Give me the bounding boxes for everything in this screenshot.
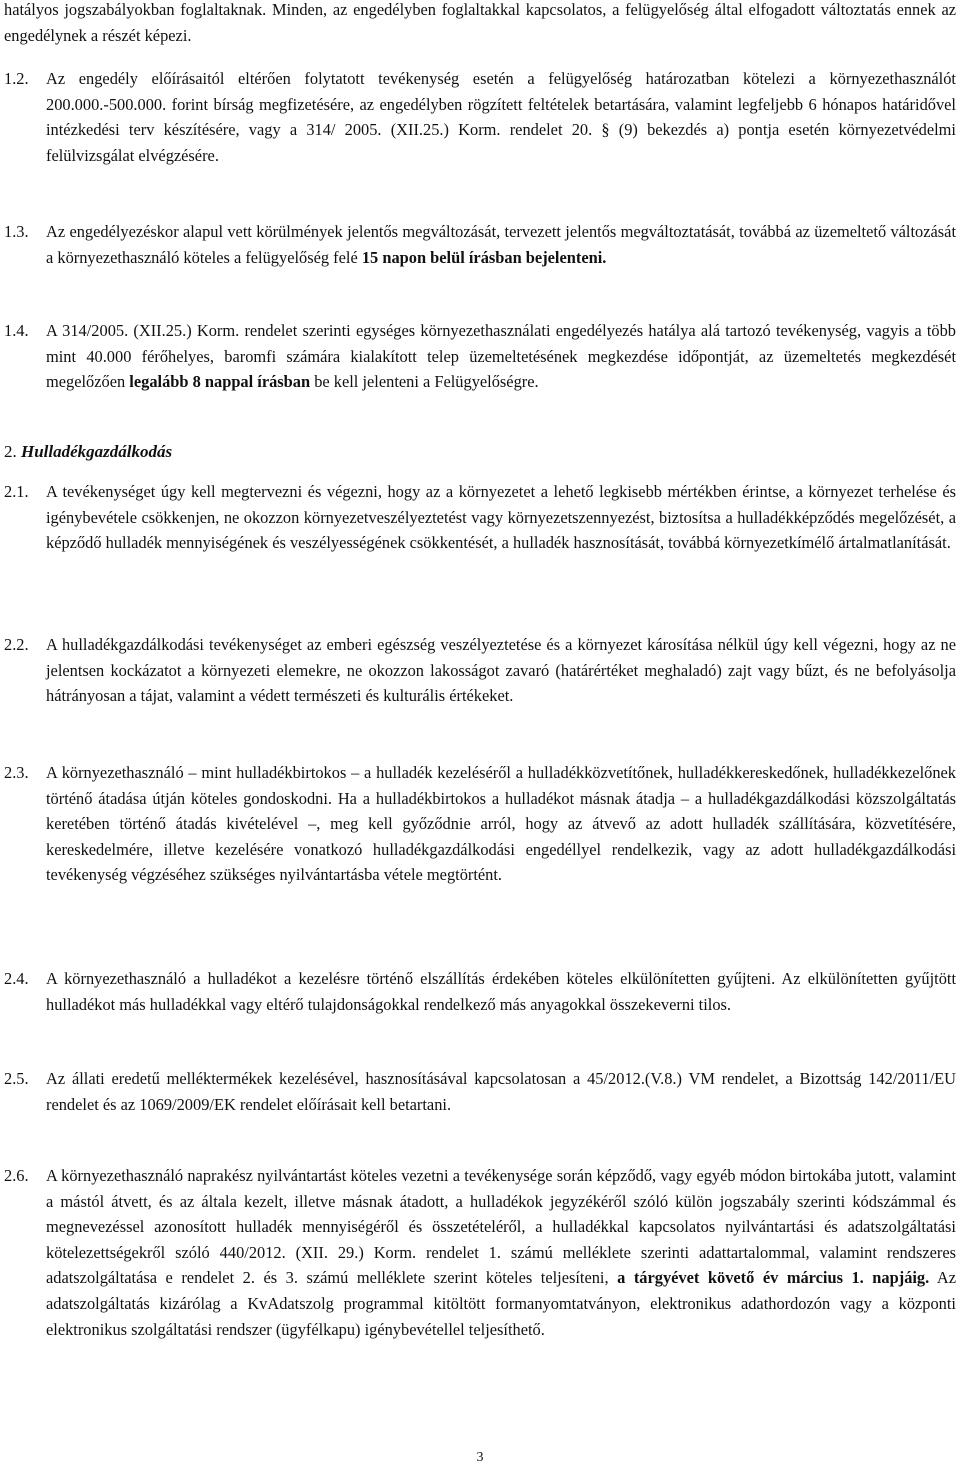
section-number: 2.2. <box>4 635 29 654</box>
section-text: A környezethasználó naprakész nyilvántartást köteles vezetni a tevékenysége során képződő, vagy egyéb módon birtokába jutott, valamint a mástól átvett, és az általa kezelt, illetve másnak átadott, a hulladékok jegyzékéről szóló külön jogszabály szerinti kódszámmal és megnevezéssel azonosított hulladék mennyiségéről és összetételéről, a hulladékkal kapcsolatos nyilvántartási és adatszolgáltatási kötelezettségekről szóló 440/2012. (XII. 29.) Korm. rendelet 1. számú melléklete szerinti adattartalommal, valamint rendszeres adatszolgáltatása e rendelet 2. és 3. számú melléklete szerint köteles teljesíteni, <box>46 1166 956 1288</box>
section-number: 1.4. <box>4 321 29 340</box>
section-2-1 <box>4 479 956 556</box>
section-number: 2.1. <box>4 482 29 501</box>
section-text: A tevékenységet úgy kell megtervezni és végezni, hogy az a környezetet a lehető legkisebb mértékben érintse, a környezet terhelése és igénybevétele csökkenjen, ne okozzon környezetveszélyeztetést vagy környezetszennyezést, biztosítsa a hulladékképződés megelőzését, a képződő hulladék mennyiségének és veszélyességének csökkentését, a hulladék hasznosítását, továbbá környezetkímélő ártalmatlanítását. <box>46 482 956 553</box>
section-number: 2.4. <box>4 969 29 988</box>
section-2-2 <box>4 632 956 709</box>
section-2-4 <box>4 966 956 1017</box>
section-text-cont: be kell jelenteni a Felügyelőségre. <box>314 372 539 392</box>
section-number: 2.3. <box>4 763 29 782</box>
section-1-3 <box>4 219 956 270</box>
section-text: A hulladékgazdálkodási tevékenységet az emberi egészség veszélyeztetése és a környezet károsítása nélkül úgy kell végezni, hogy az ne jelentsen kockázatot a környezeti elemekre, ne okozzon lakosságot zavaró (határértéket meghaladó) zajt vagy bűzt, és ne befolyásolja hátrányosan a tájat, valamint a védett természeti és kulturális értékeket. <box>46 635 956 706</box>
section-1-4 <box>4 318 956 395</box>
section-2-5 <box>4 1066 956 1117</box>
section-text: A környezethasználó – mint hulladékbirtokos – a hulladék kezeléséről a hulladékközvetítőnek, hulladékkereskedőnek, hulladékkezelőnek történő átadása útján köteles gondoskodni. Ha a hulladékbirtokos a hulladékot másnak átadja – a hulladékgazdálkodási közszolgáltatás keretében történő átadás kivételével –, meg kell győződnie arról, hogy az átvevő az adott hulladék szállítására, közvetítésére, kereskedelmére, illetve kezelésére vonatkozó hulladékgazdálkodási engedéllyel rendelkezik, vagy az adott hulladékgazdálkodási tevékenység végzéséhez szükséges nyilvántartásba vétele megtörtént. <box>46 763 956 885</box>
heading-title: Hulladékgazdálkodás <box>21 442 173 461</box>
section-number: 1.2. <box>4 69 29 88</box>
paragraph-text: hatályos jogszabályokban foglaltaknak. Minden, az engedélyben foglaltakkal kapcsolatos, a felügyelőség által elfogadott változtatás ennek az engedélynek a részét képezi. <box>4 0 956 45</box>
section-text: Az engedély előírásaitól eltérően folytatott tevékenység esetén a felügyelőség határozatban kötelezi a környezethasználót 200.000.-500.000. forint bírság megfizetésére, az engedélyben rögzített feltételek betartására, valamint legfeljebb 6 hónapos határidővel intézkedési terv készítésére, vagy a 314/ 2005. (XII.25.) Korm. rendelet 20. § (9) bekezdés a) pontja esetén környezetvédelmi felülvizsgálat elvégzésére. <box>46 69 956 165</box>
section-1-2 <box>4 66 956 168</box>
section-text: Az engedélyezéskor alapul vett körülmények jelentős megváltozását, tervezett jelentős megváltoztatását, továbbá az üzemeltető változását a környezethasználó köteles a felügyelőség felé <box>46 222 956 267</box>
section-number: 2.5. <box>4 1069 29 1088</box>
page-number: 3 <box>476 1450 484 1465</box>
section-bold-text: legalább 8 nappal írásban <box>129 372 311 392</box>
section-text: Az állati eredetű melléktermékek kezelésével, hasznosításával kapcsolatosan a 45/2012.(V.8.) VM rendelet, a Bizottság 142/2011/EU rendelet és az 1069/2009/EK rendelet előírásait kell betartani. <box>46 1069 956 1114</box>
section-bold-text: 15 napon belül írásban bejelenteni. <box>361 247 607 267</box>
section-number: 1.3. <box>4 222 29 241</box>
paragraph-top <box>4 0 956 48</box>
section-bold-text: a tárgyévet követő év március 1. napjáig. <box>617 1268 930 1288</box>
section-heading-2 <box>4 439 172 465</box>
section-text: A 314/2005. (XII.25.) Korm. rendelet szerinti egységes környezethasználati engedélyezés hatálya alá tartozó tevékenység, vagyis a több mint 40.000 férőhelyes, baromfi számára kialakított telep üzemeltetésének megkezdése időpontját, az üzemeltetés megkezdését megelőzően <box>46 321 956 392</box>
section-text-cont: Az adatszolgáltatás kizárólag a KvAdatszolg programmal kitöltött formanyomtatványon, elektronikus adathordozón vagy a központi elektronikus szolgáltatási rendszer (ügyfélkapu) igénybevétellel teljesíthető. <box>46 1268 956 1339</box>
section-number: 2.6. <box>4 1166 29 1185</box>
section-2-3 <box>4 760 956 888</box>
section-2-6 <box>4 1163 956 1342</box>
section-text: A környezethasználó a hulladékot a kezelésre történő elszállítás érdekében köteles elkülönítetten gyűjteni. Az elkülönítetten gyűjtött hulladékot más hulladékkal vagy eltérő tulajdonságokkal rendelkező más anyagokkal összekeverni tilos. <box>46 969 956 1014</box>
heading-number: 2. <box>4 442 17 461</box>
